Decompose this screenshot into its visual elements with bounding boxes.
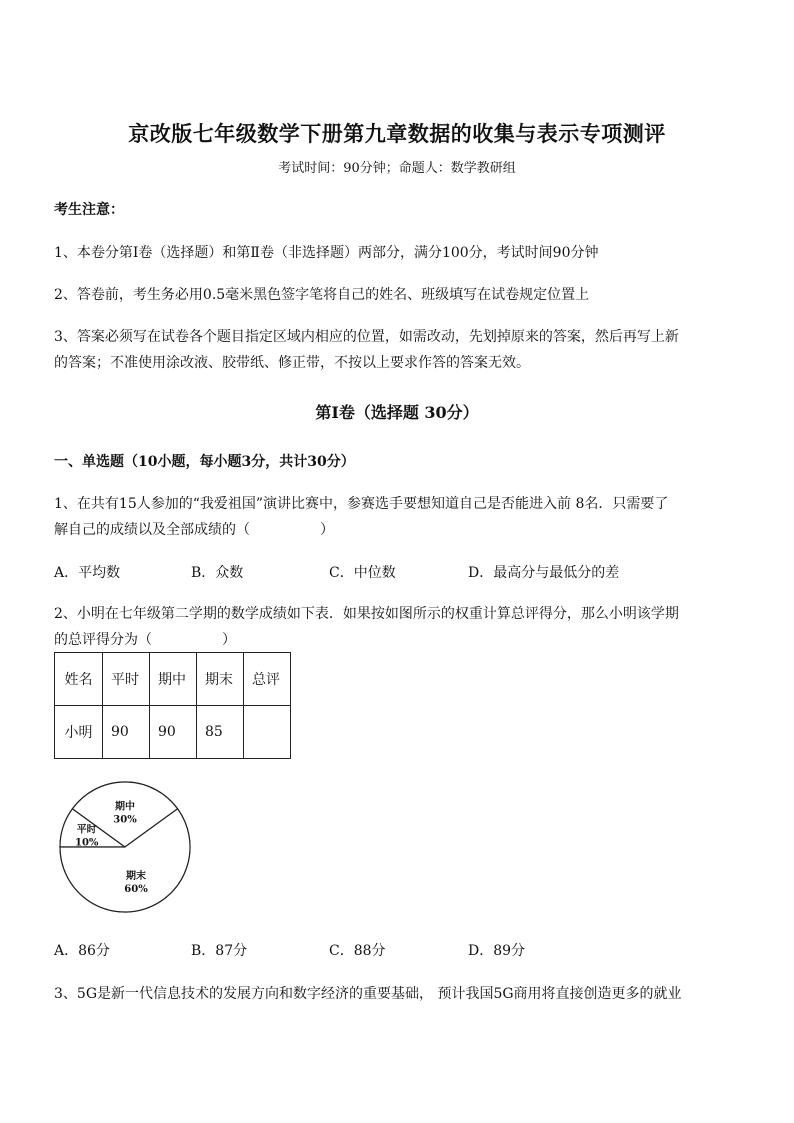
q1-option-a: A．平均数: [54, 565, 121, 581]
table-cell: 85: [197, 706, 244, 759]
table-cell: 90: [150, 706, 197, 759]
table-header-cell: 期末: [197, 653, 244, 706]
notice-item-3: 3、答案必须写在试卷各个题目指定区域内相应的位置，如需改动，先划掉原来的答案，然后再写上新: [54, 329, 679, 345]
q2-stem-line2: [54, 629, 236, 649]
score-table: [54, 652, 291, 759]
section-subtitle: 一、单选题（10小题，每小题3分，共计30分）: [54, 454, 355, 470]
q2-option-c: C．88分: [329, 943, 386, 959]
table-cell: 90: [103, 706, 150, 759]
page-title: 京改版七年级数学下册第九章数据的收集与表示专项测评: [128, 121, 666, 146]
table-row: [55, 706, 291, 759]
notice-item-3-cont: 的答案；不准使用涂改液、胶带纸、修正带，不按以上要求作答的答案无效。: [54, 355, 530, 371]
pie-label: 期末: [126, 871, 146, 882]
q2-option-b: B．87分: [191, 943, 248, 959]
q2-stem-post: ）: [222, 632, 236, 648]
table-header-cell: 期中: [150, 653, 197, 706]
notice-item-2: 2、答卷前，考生务必用0.5毫米黑色签字笔将自己的姓名、班级填写在试卷规定位置上: [54, 287, 590, 303]
pie-percent-label: 10%: [74, 837, 99, 849]
q1-option-c: C．中位数: [329, 565, 396, 581]
q1-option-b: B．众数: [191, 565, 244, 581]
notice-heading: 考生注意：: [54, 202, 124, 218]
q3-stem-line1: 3、5G是新一代信息技术的发展方向和数字经济的重要基础， 预计我国5G商用将直接创造更多的就业: [54, 986, 682, 1002]
q2-stem-line1: 2、小明在七年级第二学期的数学成绩如下表．如果按如图所示的权重计算总评得分，那么小明该学期: [54, 606, 679, 622]
table-header-cell: 总评: [244, 653, 291, 706]
weight-pie-chart: [52, 780, 202, 920]
q1-stem-pre: 解自己的成绩以及全部成绩的（: [54, 522, 250, 538]
table-header-cell: 姓名: [55, 653, 103, 706]
section-title: 第Ⅰ卷（选择题 30分）: [315, 403, 479, 422]
q1-stem-line2: [54, 519, 334, 539]
pie-label: 期中: [115, 801, 135, 813]
table-header-cell: 平时: [103, 653, 150, 706]
pie-percent-label: 60%: [124, 884, 148, 895]
q2-stem-pre: 的总评得分为（: [54, 632, 152, 648]
table-cell: 小明: [55, 706, 103, 759]
table-cell: [244, 706, 291, 759]
pie-percent-label: 30%: [113, 814, 137, 826]
q1-option-d: D．最高分与最低分的差: [468, 565, 620, 581]
notice-item-1: 1、本卷分第Ⅰ卷（选择题）和第Ⅱ卷（非选择题）两部分，满分100分，考试时间90分钟: [54, 245, 599, 261]
q2-option-a: A．86分: [54, 943, 110, 959]
q1-stem-line1: 1、在共有15人参加的“我爱祖国”演讲比赛中，参赛选手要想知道自己是否能进入前 8名．只需要了: [54, 496, 669, 512]
q1-stem-post: ）: [320, 522, 334, 538]
q2-option-d: D．89分: [468, 943, 526, 959]
table-header-row: [55, 653, 291, 706]
exam-info: 考试时间：90分钟；命题人：数学教研组: [278, 161, 516, 176]
pie-label: 平时: [76, 824, 97, 836]
